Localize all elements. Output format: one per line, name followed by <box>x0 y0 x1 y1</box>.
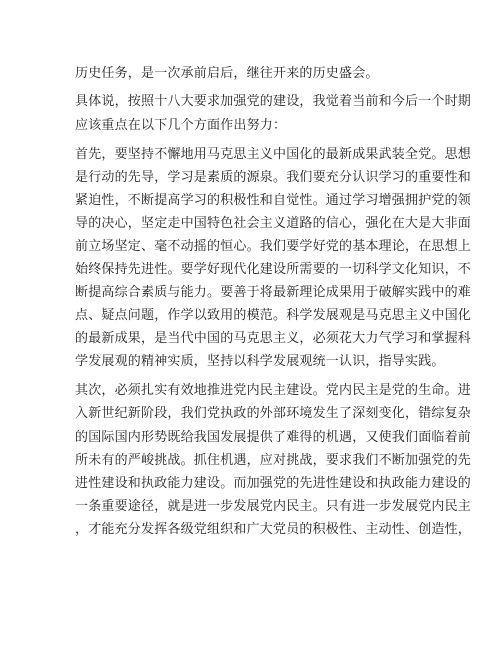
text-line: 的国际国内形势既给我国发展提供了难得的机遇，又使我们面临着前 <box>75 430 472 445</box>
text-line: 历史任务，是一次承前启后，继往开来的历史盛会。 <box>75 66 379 81</box>
text-line: 其次，必须扎实有效地推进党内民主建设。党内民主是党的生命。进 <box>75 383 472 398</box>
text-line: 首先，要坚持不懈地用马克思主义中国化的最新成果武装全党。思想 <box>75 147 472 162</box>
text-line: 一条重要途径，就是进一步发展党内民主。只有进一步发展党内民主 <box>75 499 472 514</box>
text-line: ，才能充分发挥各级党组织和广大党员的积极性、主动性、创造性， <box>75 522 472 537</box>
text-line: 具体说，按照十八大要求加强党的建设，我觉着当前和今后一个时期 <box>75 94 472 109</box>
text-line: 是行动的先导，学习是素质的源泉。我们要充分认识学习的重要性和 <box>75 170 472 185</box>
text-line: 进性建设和执政能力建设。而加强党的先进性建设和执政能力建设的 <box>75 476 472 491</box>
text-line: 紧迫性，不断提高学习的积极性和自觉性。通过学习增强拥护党的领 <box>75 193 472 208</box>
text-line: 所未有的严峻挑战。抓住机遇，应对挑战，要求我们不断加强党的先 <box>75 453 472 468</box>
text-line: 点、疑点问题，作学以致用的模范。科学发展观是马克思主义中国化 <box>75 308 472 323</box>
text-line: 应该重点在以下几个方面作出努力： <box>75 118 287 133</box>
text-line: 学发展观的精神实质，坚持以科学发展观统一认识，指导实践。 <box>75 354 445 369</box>
text-line: 始终保持先进性。要学好现代化建设所需要的一切科学文化知识，不 <box>75 262 472 277</box>
text-line: 导的决心，坚定走中国特色社会主义道路的信心，强化在大是大非面 <box>75 216 472 231</box>
text-line: 的最新成果，是当代中国的马克思主义，必须花大力气学习和掌握科 <box>75 331 472 346</box>
text-line: 前立场坚定、毫不动摇的恒心。我们要学好党的基本理论，在思想上 <box>75 239 472 254</box>
text-line: 断提高综合素质与能力。要善于将最新理论成果用于破解实践中的难 <box>75 285 472 300</box>
text-line: 入新世纪新阶段，我们党执政的外部环境发生了深刻变化，错综复杂 <box>75 406 472 421</box>
